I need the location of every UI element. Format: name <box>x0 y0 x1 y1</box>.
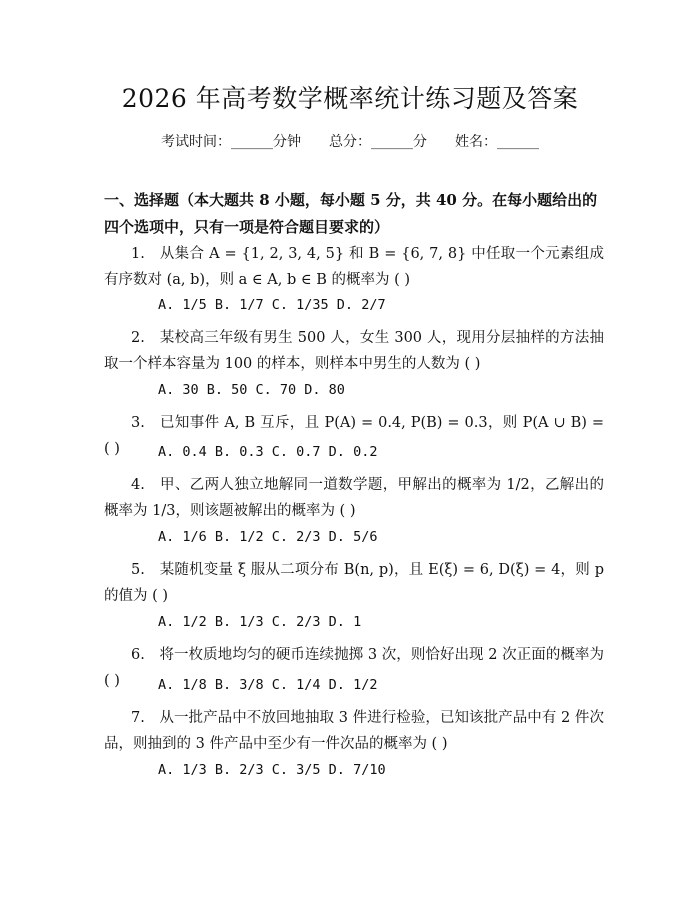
question-2-options: A. 30 B. 50 C. 70 D. 80 <box>158 382 345 398</box>
exam-meta <box>0 131 700 153</box>
question-7: 7. 从一批产品中不放回地抽取 3 件进行检验，已知该批产品中有 2 件次品，则抽到的 3 件产品中至少有一件次品的概率为 ( ) <box>104 710 604 752</box>
question-5: 5. 某随机变量 ξ 服从二项分布 B(n, p)，且 E(ξ) = 6, D(ξ) = 4，则 p 的值为 ( ) <box>104 562 604 604</box>
document-title: 2026 年高考数学概率统计练习题及答案 <box>121 84 579 113</box>
section-heading: 一、选择题（本大题共 8 小题，每小题 5 分，共 40 分。在每小题给出的四个选项中，只有一项是符合题目要求的） <box>104 191 598 236</box>
question-4: 4. 甲、乙两人独立地解同一道数学题，甲解出的概率为 1/2，乙解出的概率为 1/3，则该题被解出的概率为 ( ) <box>104 477 604 519</box>
question-6-options: A. 1/8 B. 3/8 C. 1/4 D. 1/2 <box>158 677 378 693</box>
question-3-options: A. 0.4 B. 0.3 C. 0.7 D. 0.2 <box>158 444 378 460</box>
question-1-options: A. 1/5 B. 1/7 C. 1/35 D. 2/7 <box>158 297 386 313</box>
question-2: 2. 某校高三年级有男生 500 人，女生 300 人，现用分层抽样的方法抽取一个样本容量为 100 的样本，则样本中男生的人数为 ( ) <box>104 330 604 372</box>
question-7-options: A. 1/3 B. 2/3 C. 3/5 D. 7/10 <box>158 762 386 778</box>
question-5-options: A. 1/2 B. 1/3 C. 2/3 D. 1 <box>158 614 362 630</box>
question-1: 1. 从集合 A = {1, 2, 3, 4, 5} 和 B = {6, 7, 8} 中任取一个元素组成有序数对 (a, b)，则 a ∈ A, b ∈ B 的概率为 ( ) <box>104 246 604 288</box>
question-4-options: A. 1/6 B. 1/2 C. 2/3 D. 5/6 <box>158 529 378 545</box>
student-name-field: 姓名：______ <box>455 134 539 150</box>
exam-time-field: 考试时间：______分钟 <box>161 134 301 150</box>
question-6: 6. 将一枚质地均匀的硬币连续抛掷 3 次，则恰好出现 2 次正面的概率为 ( ) <box>104 647 604 689</box>
total-score-field: 总分：______分 <box>329 134 427 150</box>
question-3: 3. 已知事件 A, B 互斥，且 P(A) = 0.4, P(B) = 0.3，则 P(A ∪ B) = ( ) <box>104 415 604 457</box>
